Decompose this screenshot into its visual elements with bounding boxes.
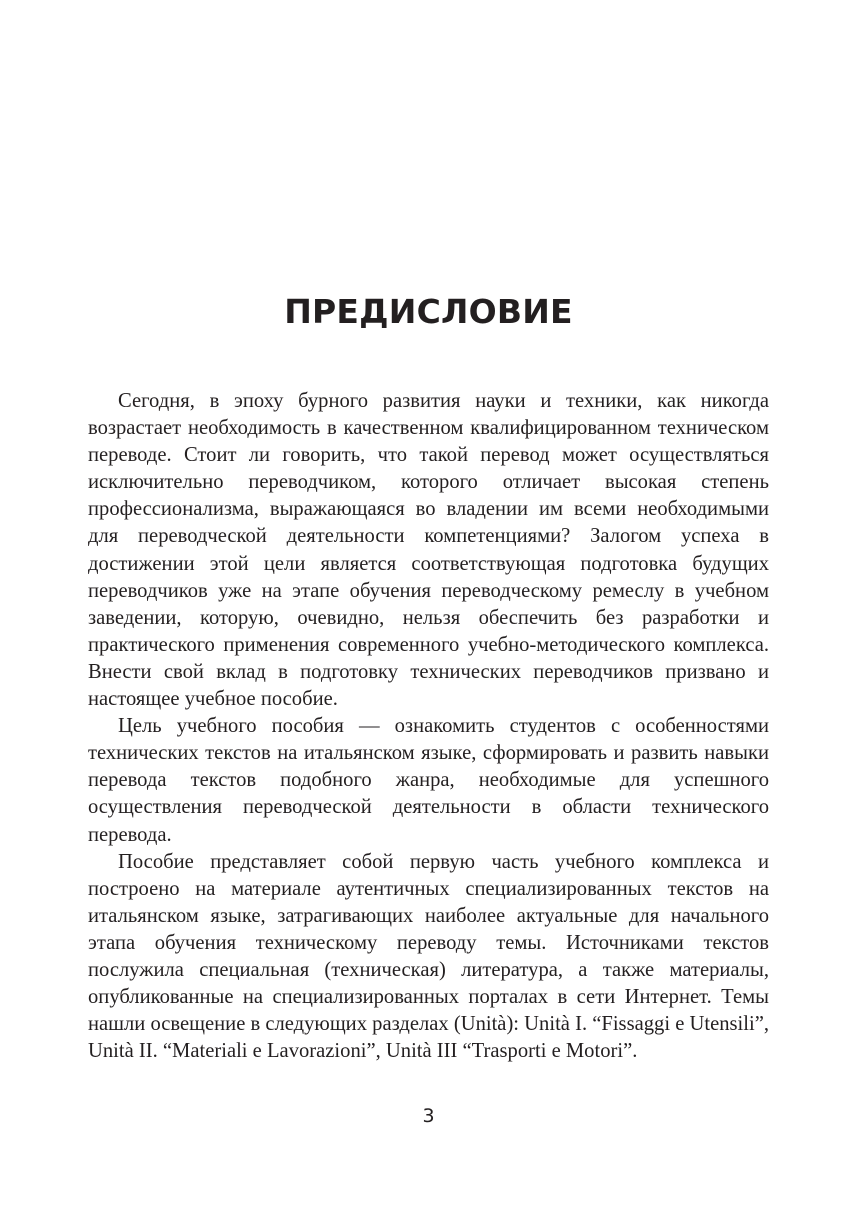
page-title: ПРЕДИСЛОВИЕ	[284, 292, 573, 331]
preface-body	[88, 388, 769, 1065]
paragraph: Цель учебного пособия — ознакомить студентов с особенностями технических текстов на итальянском языке, сформировать и развить навыки перевода текстов подобного жанра, необходимые для успешного осуществления переводческой деятельности в области технического перевода.	[88, 715, 769, 846]
page-number: 3	[422, 1105, 435, 1127]
paragraph: Пособие представляет собой первую часть учебного комплекса и построено на материале аутентичных специализированных текстов на итальянском языке, затрагивающих наиболее актуальные для начального этапа обучения техническому переводу темы. Источниками текстов послужила специальная (техническая) литература, а также материалы, опубликованные на специализированных порталах в сети Интернет. Темы нашли освещение в следующих разделах (Unità): Unità I. “Fissaggi e Utensili”, Unità II. “Materiali e Lavorazioni”, Unità III “Trasporti e Motori”.	[88, 850, 769, 1063]
paragraph: Сегодня, в эпоху бурного развития науки и техники, как никогда возрастает необходимость в качественном квалифицированном техническом переводе. Стоит ли говорить, что такой перевод может осуществляться исключительно переводчиком, которого отличает высокая степень профессионализма, выражающаяся во владении им всеми необходимыми для переводческой деятельности компетенциями? Залогом успеха в достижении этой цели является соответствующая подготовка будущих переводчиков уже на этапе обучения переводческому ремеслу в учебном заведении, которую, очевидно, нельзя обеспечить без разработки и практического применения современного учебно-методического комплекса. Внести свой вклад в подготовку технических переводчиков призвано и настоящее учебное пособие.	[88, 390, 769, 711]
